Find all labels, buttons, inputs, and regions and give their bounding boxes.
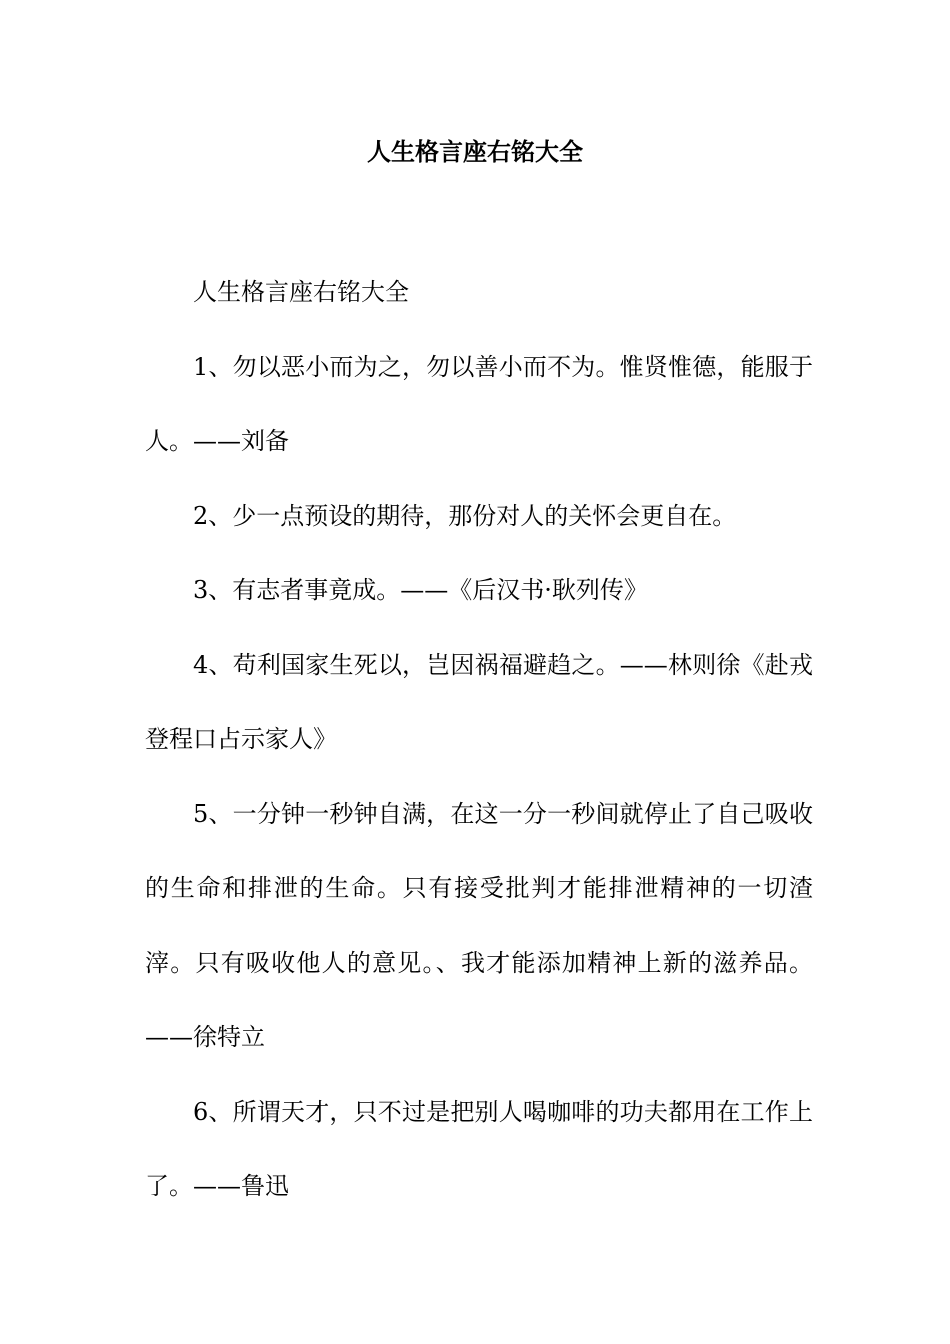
quote-paragraph-2: 2、少一点预设的期待，那份对人的关怀会更自在。 bbox=[193, 501, 737, 530]
paragraph-subtitle: 人生格言座右铭大全 bbox=[193, 278, 409, 306]
quote-paragraph-1: 1、勿以恶小而为之，勿以善小而不为。惟贤惟德，能服于人。——刘备 bbox=[145, 352, 813, 455]
quote-paragraph-3: 3、有志者事竟成。——《后汉书·耿列传》 bbox=[193, 576, 648, 604]
quote-paragraph-4: 4、苟利国家生死以，岂因祸福避趋之。——林则徐《赴戎登程口占示家人》 bbox=[145, 650, 813, 753]
document-title: 人生格言座右铭大全 bbox=[367, 137, 583, 166]
quote-paragraph-5: 5、一分钟一秒钟自满，在这一分一秒间就停止了自己吸收的生命和排泄的生命。只有接受批判才能排泄精神的一切渣滓。只有吸收他人的意见。、我才能添加精神上新的滋养品。——徐特立 bbox=[145, 799, 813, 1051]
document-body bbox=[145, 255, 813, 1224]
quote-paragraph-6: 6、所谓天才，只不过是把别人喝咖啡的功夫都用在工作上了。——鲁迅 bbox=[145, 1097, 813, 1200]
